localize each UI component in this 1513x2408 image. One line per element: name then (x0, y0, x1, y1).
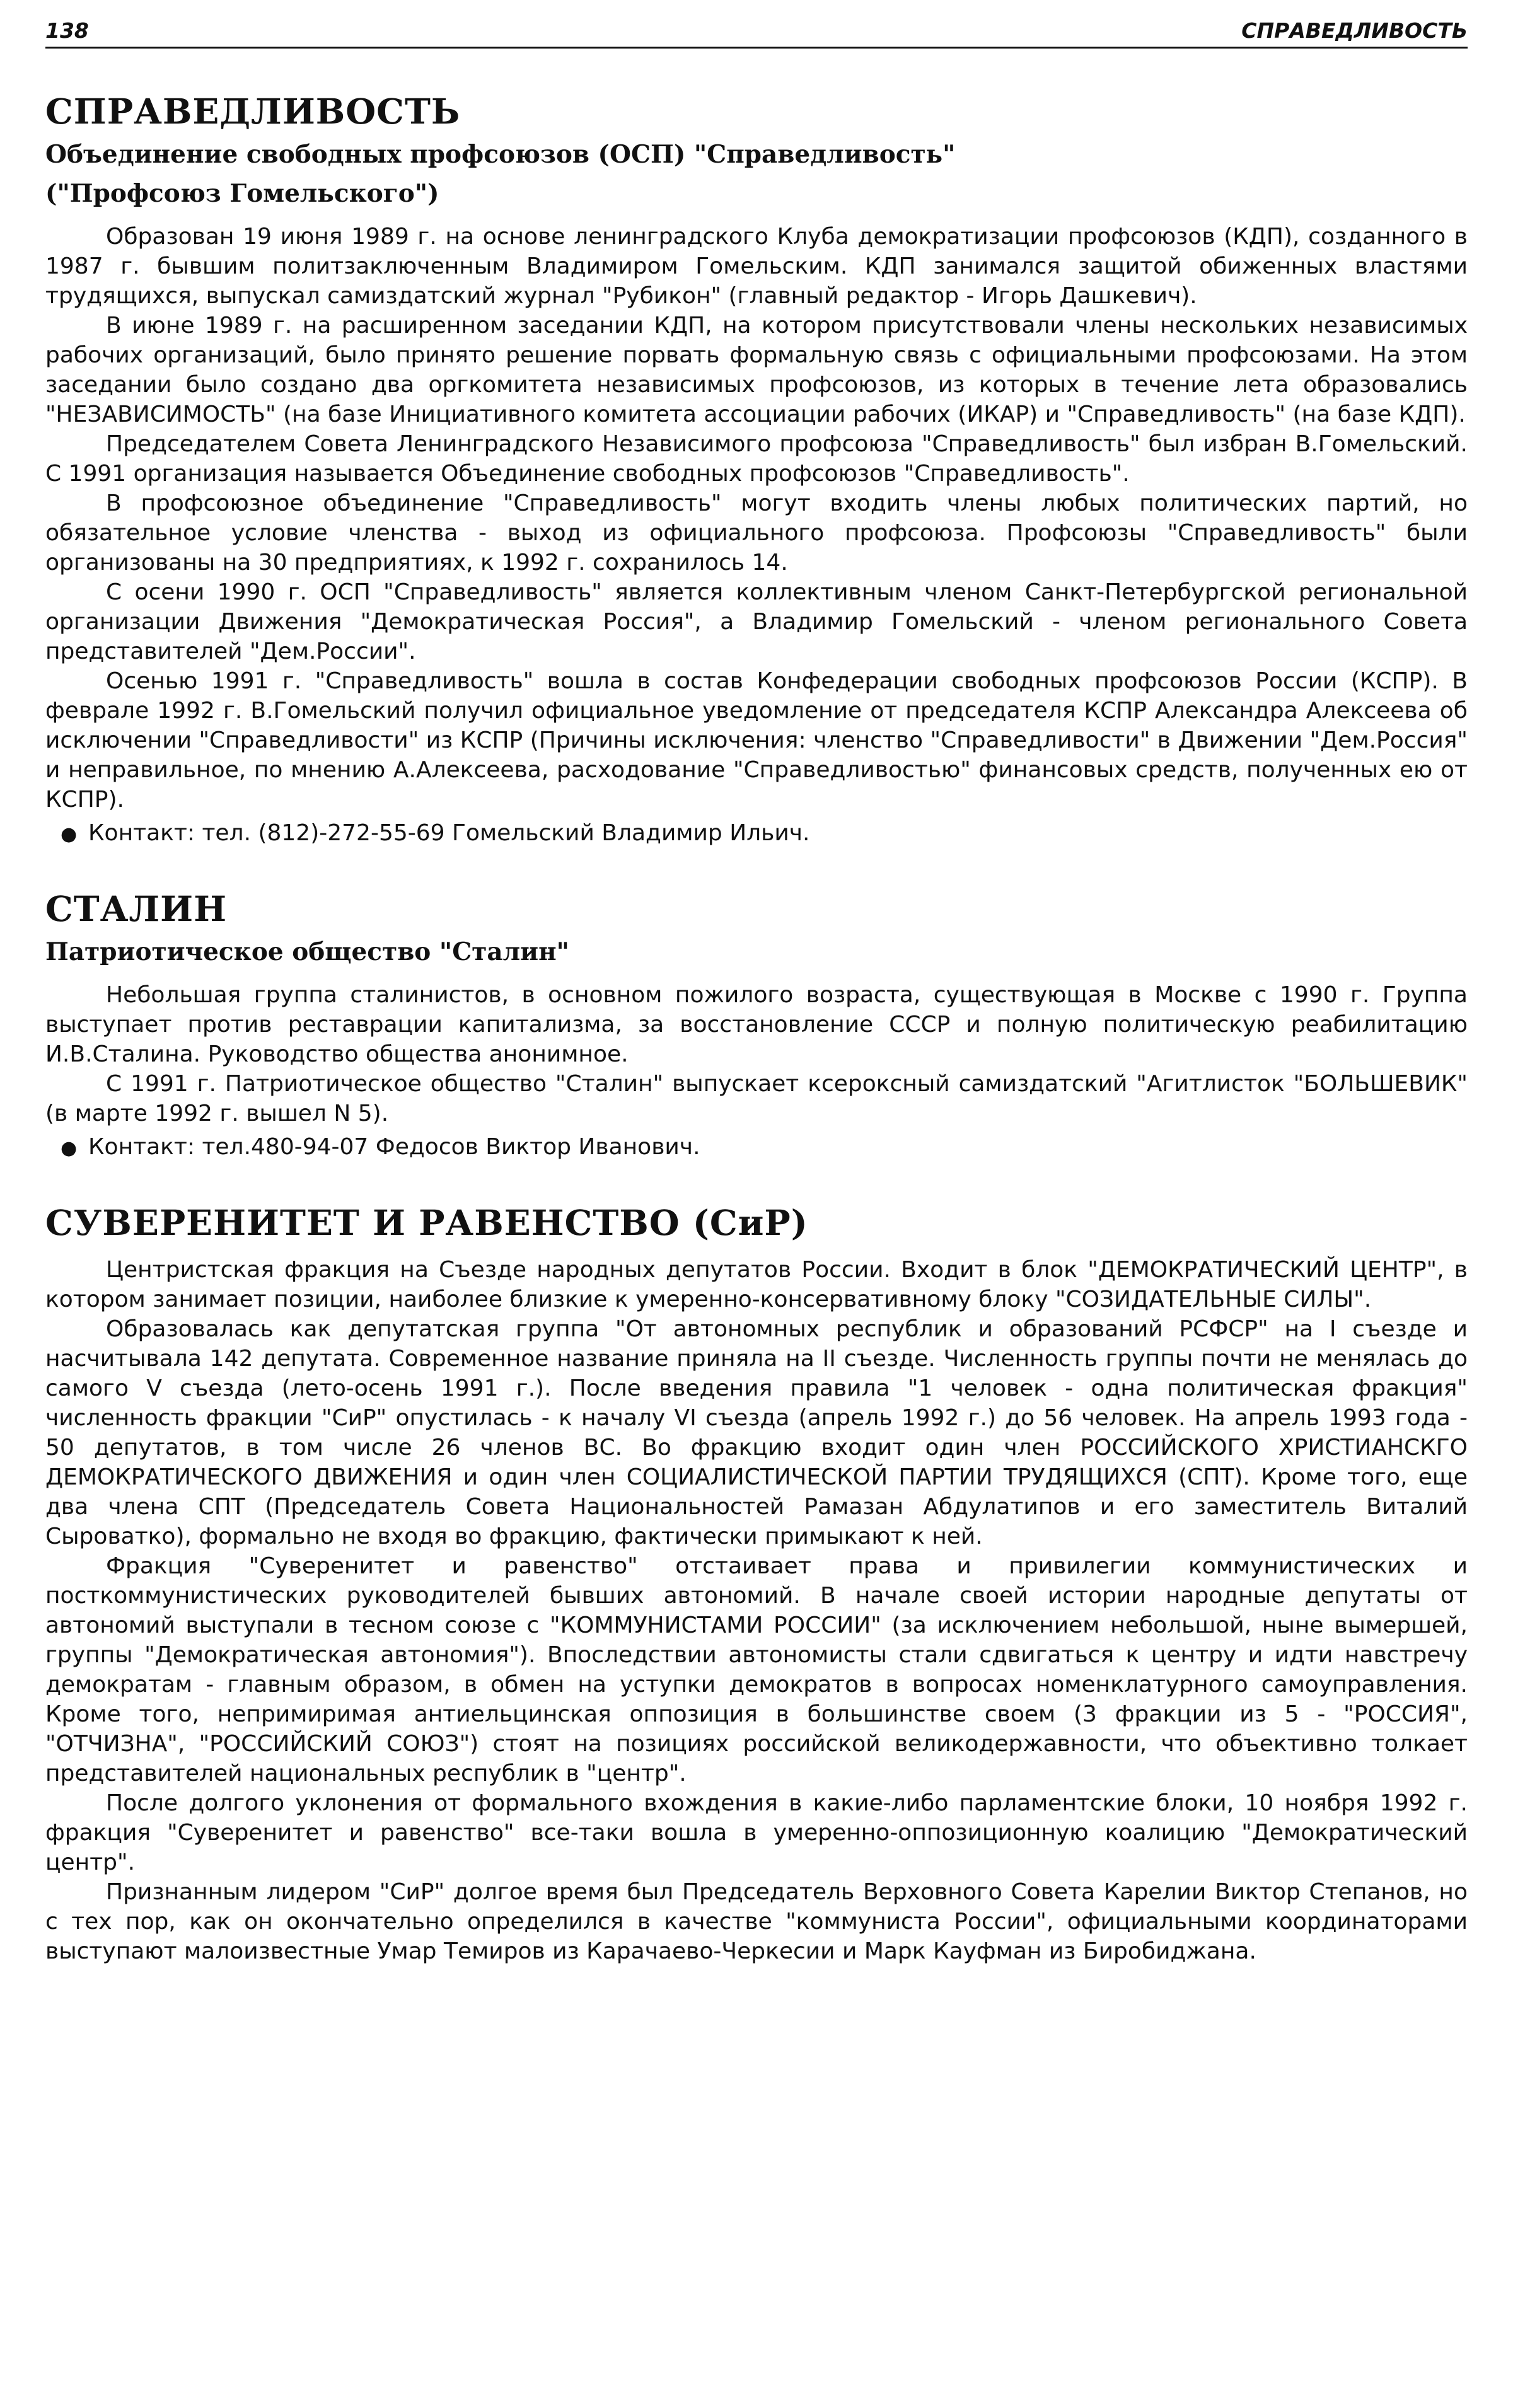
paragraph: С осени 1990 г. ОСП "Справедливость" является коллективным членом Санкт-Петербургской региональной организации Движения "Демократическая Россия", а Владимир Гомельский - членом регионального Совета представителей "Дем.России". (45, 579, 1468, 664)
contact-text: Контакт: тел.480-94-07 Федосов Виктор Иванович. (88, 1134, 700, 1160)
page-number: 138 (45, 18, 89, 43)
entry-subtitle: Патриотическое общество "Сталин" (45, 937, 569, 966)
running-title: СПРАВЕДЛИВОСТЬ (1241, 18, 1468, 43)
entry-title: СУВЕРЕНИТЕТ И РАВЕНСТВО (СиР) (45, 1202, 808, 1243)
paragraph: В профсоюзное объединение "Справедливость" могут входить члены любых политических партий, но обязательное условие членства - выход из официального профсоюза. Профсоюзы "Справедливость" были организованы на 30 предприятиях, к 1992 г. сохранилось 14. (45, 490, 1468, 576)
paragraph: Осенью 1991 г. "Справедливость" вошла в состав Конфедерации свободных профсоюзов России (КСПР). В феврале 1992 г. В.Гомельский получил официальное уведомление от председателя КСПР Александра Алексеева об исключении "Справедливости" из КСПР (Причины исключения: членство "Справедливости" в Движении "Дем.Россия" и неправильное, по мнению А.Алексеева, расходование "Справедливостью" финансовых средств, полученных ею от КСПР). (45, 668, 1468, 813)
contact-line (45, 1132, 1468, 1163)
paragraph: Председателем Совета Ленинградского Независимого профсоюза "Справедливость" был избран В.Гомельский. С 1991 организация называется Объединение свободных профсоюзов "Справедливость". (45, 431, 1468, 487)
paragraph: Небольшая группа сталинистов, в основном пожилого возраста, существующая в Москве с 1990 г. Группа выступает против реставрации капитализма, за восстановление СССР и полную политическую реабилитацию И.В.Сталина. Руководство общества анонимное. (45, 982, 1468, 1067)
paragraph: Признанным лидером "СиР" долгое время был Председатель Верховного Совета Карелии Виктор Степанов, но с тех пор, как он окончательно определился в качестве "коммуниста России", официальными координаторами выступают малоизвестные Умар Темиров из Карачаево-Черкесии и Марк Кауфман из Биробиджана. (45, 1879, 1468, 1964)
contact-text: Контакт: тел. (812)-272-55-69 Гомельский Владимир Ильич. (88, 820, 810, 846)
bullet-icon: ● (61, 823, 78, 845)
entry-spravedlivost (45, 88, 1468, 849)
entry-body (45, 222, 1468, 849)
contact-line (45, 818, 1468, 849)
entry-title: СТАЛИН (45, 888, 228, 929)
paragraph: Образован 19 июня 1989 г. на основе ленинградского Клуба демократизации профсоюзов (КДП), созданного в 1987 г. бывшим политзаключенным Владимиром Гомельским. КДП занимался защитой обиженных властями трудящихся, выпускал самиздатский журнал "Рубикон" (главный редактор - Игорь Дашкевич). (45, 224, 1468, 309)
paragraph: Образовалась как депутатская группа "От автономных республик и образований РСФСР" на I съезде и насчитывала 142 депутата. Современное название приняла на II съезде. Численность группы почти не менялась до самого V съезда (лето-осень 1991 г.). После введения правила "1 человек - одна политическая фракция" численность фракции "СиР" опустилась - к началу VI съезда (апрель 1992 г.) до 56 человек. На апрель 1993 года - 50 депутатов, в том числе 26 членов ВС. Во фракцию входит один член РОССИЙСКОГО ХРИСТИАНСКГО ДЕМОКРАТИЧЕСКОГО ДВИЖЕНИЯ и один член СОЦИАЛИСТИЧЕСКОЙ ПАРТИИ ТРУДЯЩИХСЯ (СПТ). Кроме того, еще два члена СПТ (Председатель Совета Национальностей Рамазан Абдулатипов и его заместитель Виталий Сыроватко), формально не входя во фракцию, фактически примыкают к ней. (45, 1316, 1468, 1549)
entry-body (45, 980, 1468, 1163)
entry-subtitle: ("Профсоюз Гомельского") (45, 179, 439, 208)
paragraph: Центристская фракция на Съезде народных депутатов России. Входит в блок "ДЕМОКРАТИЧЕСКИЙ ЦЕНТР", в котором занимает позиции, наиболее близкие к умеренно-консервативному блоку "СОЗИДАТЕЛЬНЫЕ СИЛЫ". (45, 1257, 1468, 1312)
running-header (45, 18, 1468, 49)
entry-body (45, 1255, 1468, 1966)
page-content (45, 88, 1468, 2003)
paragraph: Фракция "Суверенитет и равенство" отстаивает права и привилегии коммунистических и посткоммунистических руководителей бывших автономий. В начале своей истории народные депутаты от автономий выступали в тесном союзе с "КОММУНИСТАМИ РОССИИ" (за исключением небольшой, ныне вымершей, группы "Демократическая автономия"). Впоследствии автономисты стали сдвигаться к центру и идти навстречу демократам - главным образом, в обмен на уступки демократов в вопросах номенклатурного самоуправления. Кроме того, непримиримая антиельцинская оппозиция в большинстве своем (3 фракции из 5 - "РОССИЯ", "ОТЧИЗНА", "РОССИЙСКИЙ СОЮЗ") стоят на позициях российской великодержавности, что объективно толкает представителей национальных республик в "центр". (45, 1553, 1468, 1786)
entry-suverenitet (45, 1200, 1468, 1966)
paragraph: С 1991 г. Патриотическое общество "Сталин" выпускает ксероксный самиздатский "Агитлисток "БОЛЬШЕВИК" (в марте 1992 г. вышел N 5). (45, 1071, 1468, 1126)
entry-stalin (45, 886, 1468, 1163)
entry-title: СПРАВЕДЛИВОСТЬ (45, 91, 461, 132)
paragraph: В июне 1989 г. на расширенном заседании КДП, на котором присутствовали члены нескольких независимых рабочих организаций, было принято решение порвать формальную связь с официальными профсоюзами. На этом заседании было создано два оргкомитета независимых профсоюзов, из которых в течение лета образовались "НЕЗАВИСИМОСТЬ" (на базе Инициативного комитета ассоциации рабочих (ИКАР) и "Справедливость" (на базе КДП). (45, 313, 1468, 427)
bullet-icon: ● (61, 1137, 78, 1159)
entry-subtitle: Объединение свободных профсоюзов (ОСП) "Справедливость" (45, 140, 956, 169)
paragraph: После долгого уклонения от формального вхождения в какие-либо парламентские блоки, 10 ноября 1992 г. фракция "Суверенитет и равенство" все-таки вошла в умеренно-оппозиционную коалицию "Демократический центр". (45, 1790, 1468, 1875)
